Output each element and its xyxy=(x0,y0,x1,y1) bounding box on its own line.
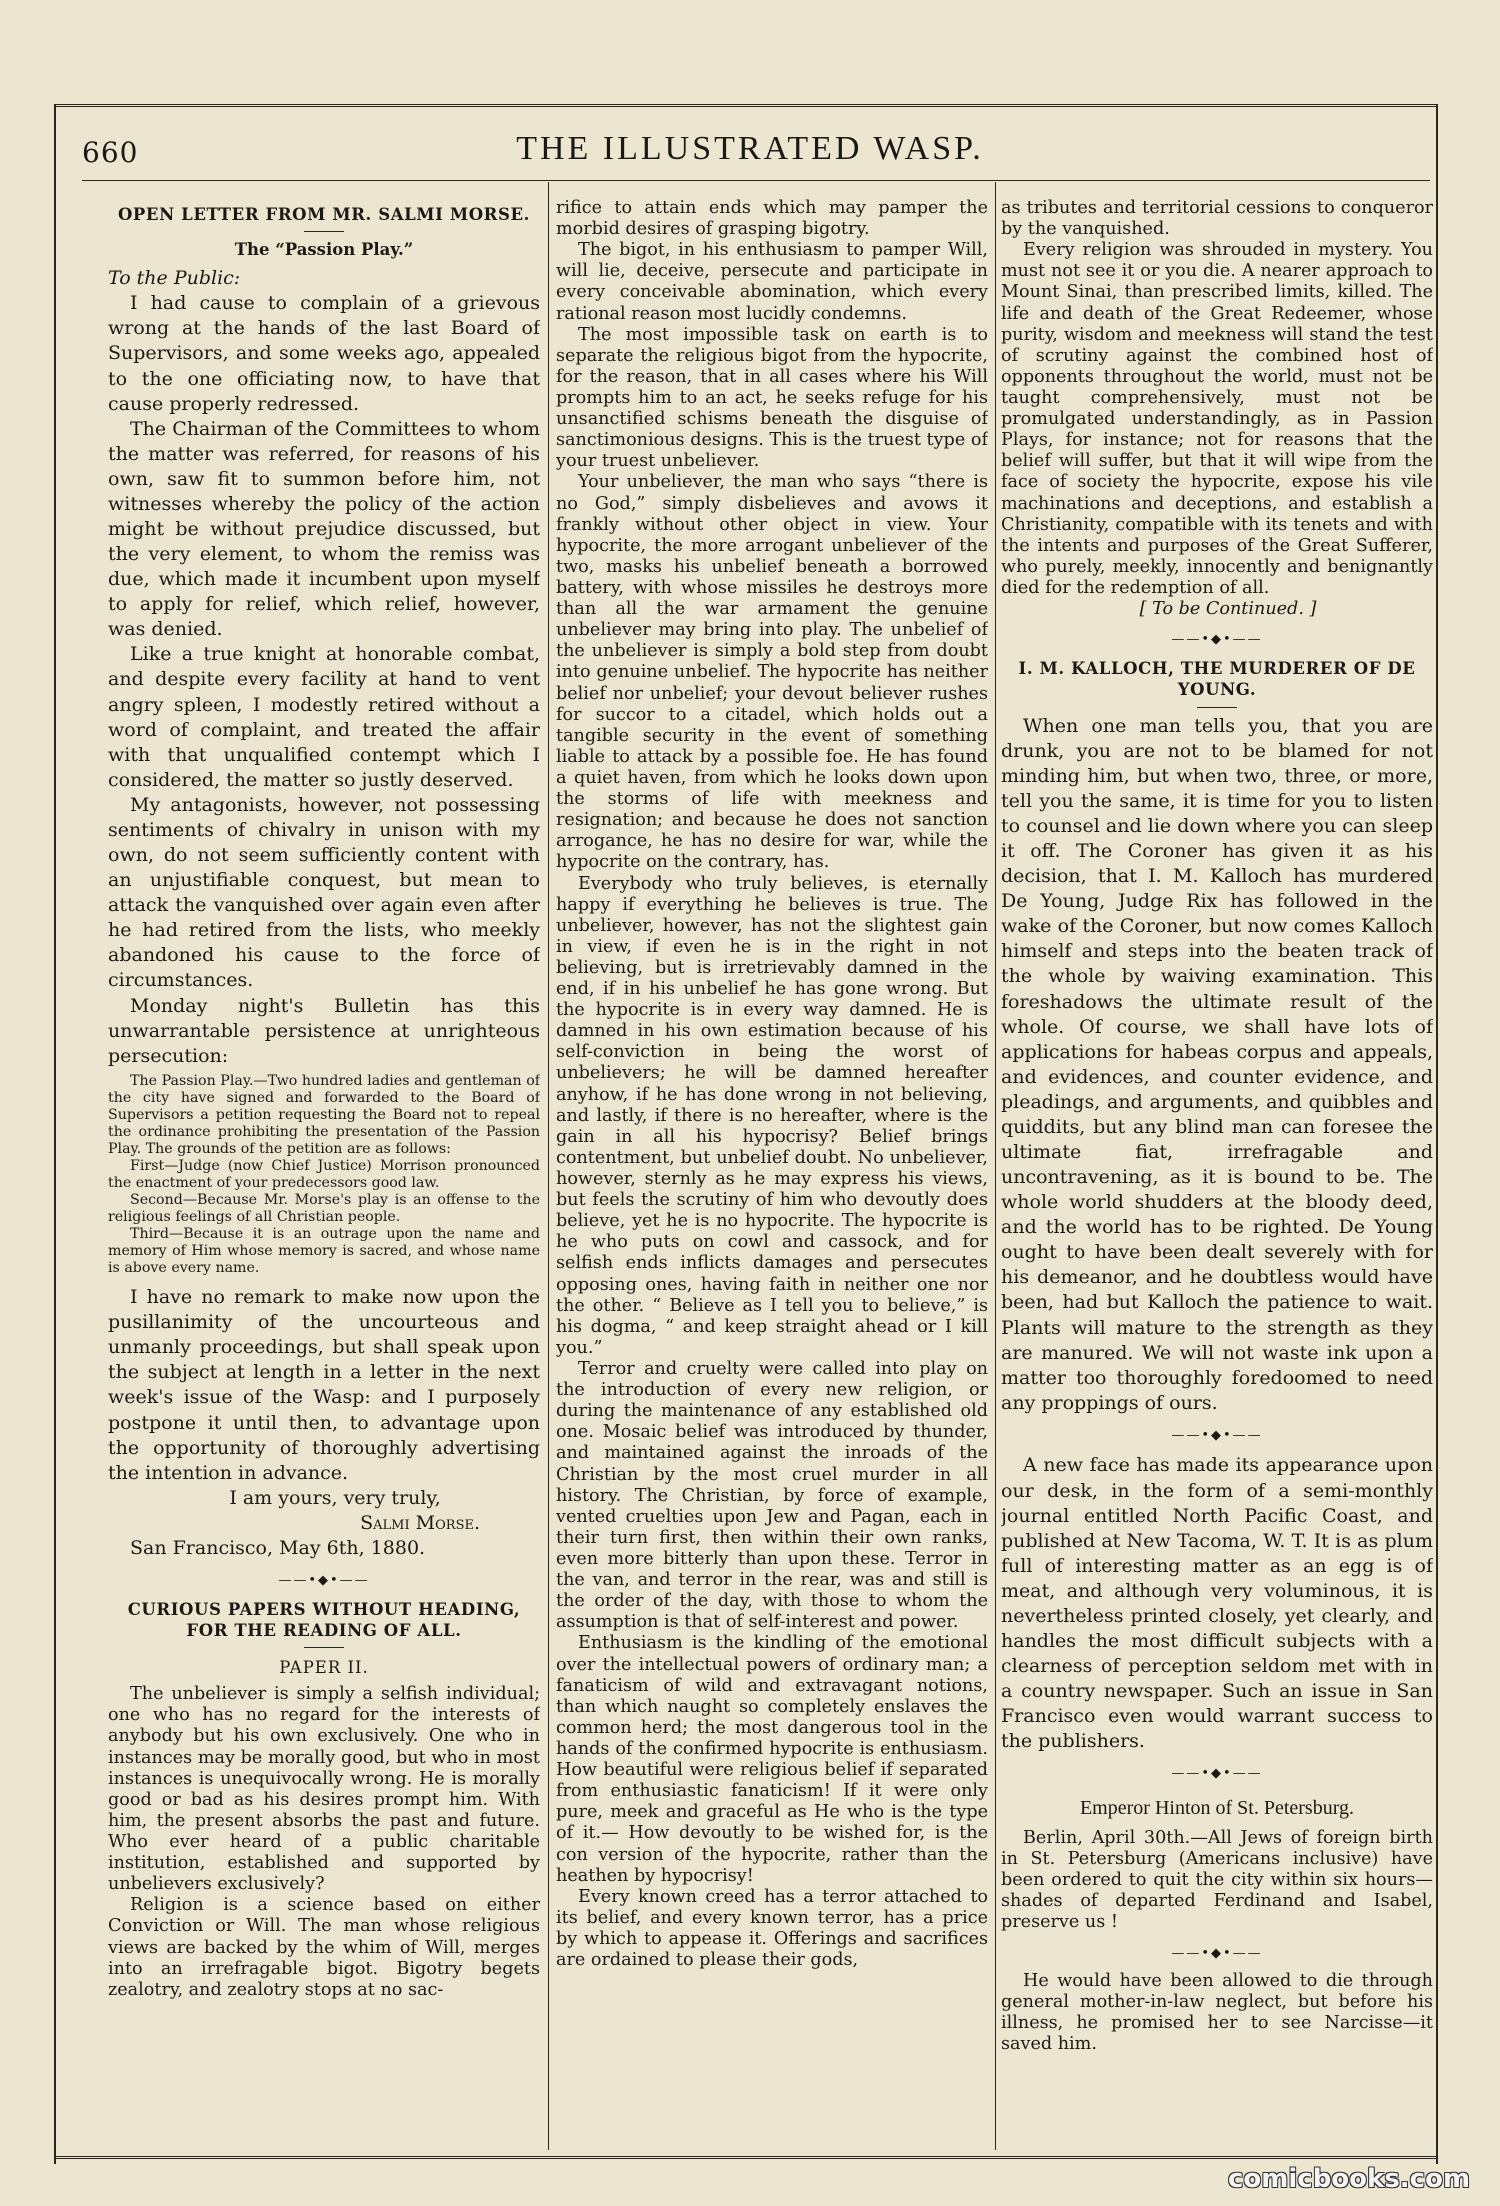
paragraph: When one man tells you, that you are drunk, you are not to be blamed for not minding him, but when two, three, or more, tell you the same, it is time for you to listen to counsel and lie down where you can sleep it off. The Coroner has given it as his decision, that I. M. Kalloch has murdered De Young, Judge Rix has followed in the wake of the Coroner, but now comes Kalloch himself and steps into the beaten track of the whole by waiving examination. This foreshadows the ultimate result of the whole. Of course, we shall have lots of applications for habeas corpus and appeals, and evidences, and counter evidence, and pleadings, and arguments, and quibbles and quiddits, but any blind man can foresee the ultimate fiat, irrefragable and uncontravening, as it is bound to be. The whole world shudders at the bloody deed, and the world has to be righted. De Young ought to have been dealt severely with for his demeanor, and he doubtless would have been, had but Kalloch the patience to wait. Plants will mature to the strength as they are manured. We will not waste ink upon a matter too thoroughly foredoomed to need any proppings of ours. xyxy=(1001,714,1433,1414)
paragraph: A new face has made its appearance upon our desk, in the form of a semi-monthly journal entitled North Pacific Coast, and published at New Tacoma, W. T. It is as plum full of interesting matter as an egg is of meat, and although very voluminous, it is nevertheless printed closely, yet clearly, and handles the most difficult subjects with a clearness of perception seldom met with in a country newspaper. Such an issue in San Francisco even would warrant success to the publishers. xyxy=(1001,1454,1433,1753)
header-rule xyxy=(82,180,1430,181)
paragraph: Everybody who truly believes, is eternally happy if everything he believes is true. The unbeliever, however, has not the slightest gain in view, if even he is in the right in not believing, but is irretrievably damned in the end, if in his unbelief he has gone wrong. But the hypocrite is in every way damned. He is damned in his own estimation because of his self-conviction in being the worst of unbelievers; he will be damned hereafter anyhow, if he has done wrong in not believing, and lastly, if there is no hereafter, where is the gain in all his hypocrisy? Belief brings contentment, but unbelief doubt. No unbeliever, however, sternly as he may express his views, but feels the scrutiny of him who devoutly does believe, yet he is no hypocrite. The hypocrite is he who puts on cowl and cassock, and for selfish ends inflicts damages and persecutes opposing ones, having faith in neither one nor the other. “ Believe as I tell you to believe,” is his dogma, “ and keep straight ahead or I kill you.” xyxy=(556,873,988,1358)
column-1 xyxy=(108,198,540,2148)
section-ornament: ——•◆•—— xyxy=(1171,1427,1263,1443)
paragraph: Every known creed has a terror attached to its belief, and every known terror, has a price by which to appease it. Offerings and sacrifices are ordained to please their gods, xyxy=(556,1886,988,1971)
short-rule xyxy=(1197,707,1237,708)
paragraph: My antagonists, however, not possessing sentiments of chivalry in unison with my own, do not seem sufficiently content with an unjustifiable conquest, but mean to attack the vanquished over again even after he had retired from the lists, who meekly abandoned his cause to the force of circumstances. xyxy=(108,793,540,992)
section-ornament: ——•◆•—— xyxy=(1171,632,1263,648)
paragraph: The bigot, in his enthusiasm to pamper Will, will lie, deceive, persecute and participate in every conceivable abomination, which every rational reason most lucidly condemns. xyxy=(556,240,988,324)
paragraph: Monday night's Bulletin has this unwarrantable persistence at unrighteous persecution: xyxy=(108,994,540,1067)
paragraph: Enthusiasm is the kindling of the emotional over the intellectual powers of ordinary man; a fanaticism of wild and extravagant notions, than which naught so completely enslaves the common herd; the most dangerous tool in the hands of the confirmed hypocrite is enthusiasm. How beautiful were religious belief if separated from enthusiastic fanaticism! If it were only pure, meek and graceful as He who is the type of it.— How devoutly to be wished for, is the con version of the hypocrite, rather than the heathen by hypocrisy! xyxy=(556,1633,988,1886)
article-body xyxy=(1001,714,1433,1416)
paragraph: Religion is a science based on either Conviction or Will. The man whose religious views are backed by the whim of Will, merges into an irrefragable bigot. Bigotry begets zealotry, and zealotry stops at no sac- xyxy=(108,1895,540,2000)
section-ornament: ——•◆•—— xyxy=(278,1572,370,1588)
paragraph: The Chairman of the Committees to whom the matter was referred, for reasons of his own, saw fit to summon before him, not witnesses whereby the policy of the action might be without prejudice discussed, but the very element, to whom the remiss was due, which made it incumbent upon myself to apply for relief, which relief, however, was denied. xyxy=(108,417,540,641)
to-be-continued: [ To be Continued. ] xyxy=(1139,599,1317,620)
column-3 xyxy=(1001,198,1433,2148)
letter-body xyxy=(108,266,540,1069)
paragraph: Every religion was shrouded in mystery. You must not see it or you die. A nearer approach to Mount Sinai, than prescribed limits, killed. The life and death of the Great Redeemer, whose purity, wisdom and meekness will stand the test of scrutiny against the combined host of opponents throughout the world, must not be taught comprehensively, must not be promulgated understandingly, as in Passion Plays, for instance; not for reasons that the belief will suffer, but that it will wipe from the face of society the hypocrite, expose his vile machinations and deceptions, and establish a Christianity, compatible with its tenets and with the intents and purposes of the Great Sufferer, who purely, meekly, innocently and benignantly died for the redemption of all. xyxy=(1001,240,1433,598)
column-2 xyxy=(556,198,988,2148)
paragraph: Like a true knight at honorable combat, and despite every facility at hand to vent angry spleen, I modestly retired without a word of complaint, and treated the affair with that unqualified contempt which I considered, the matter so justly deserved. xyxy=(108,643,540,791)
paragraph: He would have been allowed to die through general mother-in-law neglect, but before his illness, he promised her to see Narcisse—it saved him. xyxy=(1001,1971,1433,2055)
quote-paragraph: The Passion Play.—Two hundred ladies and gentleman of the city have signed and forwarded to the Board of Supervisors a petition requesting the Board not to repeal the ordinance prohibiting the presentation of the Passion Play. The grounds of the petition are as follows: xyxy=(108,1072,540,1157)
article-subheading: PAPER II. xyxy=(279,1658,369,1678)
quote-paragraph: Third—Because it is an outrage upon the name and memory of Him whose memory is sacred, and whose name is above every name. xyxy=(108,1226,540,1277)
short-rule xyxy=(304,1647,344,1648)
article-subheading: The “Passion Play.” xyxy=(234,240,414,260)
column-rule xyxy=(995,182,996,2150)
signoff: I am yours, very truly, xyxy=(229,1486,441,1509)
bottom-border xyxy=(54,2156,1438,2159)
letter-closing xyxy=(108,1285,540,1561)
column-rule xyxy=(548,182,549,2150)
paragraph: The most impossible task on earth is to separate the religious bigot from the hypocrite, for the reason, that in all cases where his Will prompts him to an act, he seeks refuge for his unsanctified schisms beneath the disguise of sanctimonious designs. This is the truest type of your truest unbeliever. xyxy=(556,324,988,472)
article-headline: CURIOUS PAPERS WITHOUT HEADING, FOR THE READING OF ALL. xyxy=(127,1599,521,1640)
section-ornament: ——•◆•—— xyxy=(1171,1945,1263,1961)
paragraph: rifice to attain ends which may pamper the morbid desires of grasping bigotry. xyxy=(556,198,988,240)
article-headline: Emperor Hinton of St. Petersburg. xyxy=(1079,1796,1355,1819)
dateline: San Francisco, May 6th, 1880. xyxy=(130,1536,426,1559)
quoted-excerpt xyxy=(108,1073,540,1277)
paragraph: Your unbeliever, the man who says “there is no God,” simply disbelieves and avows it frankly without other object in view. Your hypocrite, the more arrogant unbeliever of the two, masks his unbelief beneath a borrowed battery, with whose missiles he destroys more than all the war armament the genuine unbeliever may bring into play. The unbelief of the unbeliever is simply a bold step from doubt into genuine unbelief. The hypocrite has neither belief nor unbelief; your devout believer rushes for succor to a citadel, which holds out a tangible security in the event of something liable to attack by a possible foe. He has found a quiet haven, from which he looks down upon the storms of life with meekness and resignation; and because he does not sanction arrogance, he has no desire for war, while the hypocrite on the contrary, has. xyxy=(556,472,988,873)
signature: Salmi Morse. xyxy=(360,1511,480,1534)
paragraph: I have no remark to make now upon the pusillanimity of the uncourteous and unmanly proceedings, but shall speak upon the subject at length in a letter in the next week's issue of the Wasp: and I purposely postpone it until then, to advantage upon the opportunity of thoroughly advertising the intention in advance. xyxy=(108,1286,540,1484)
quote-paragraph: First—Judge (now Chief Justice) Morrison pronounced the enactment of your predecessors good law. xyxy=(108,1157,540,1191)
paragraph: as tributes and territorial cessions to conqueror by the vanquished. xyxy=(1001,198,1433,240)
article-headline: I. M. KALLOCH, THE MURDERER OF DE YOUNG. xyxy=(1018,658,1416,700)
article-body xyxy=(1001,1453,1433,1754)
section-ornament: ——•◆•—— xyxy=(1171,1766,1263,1782)
short-rule xyxy=(304,231,344,232)
site-watermark: comicbooks.com xyxy=(1228,2164,1471,2194)
top-border xyxy=(54,104,1438,107)
paragraph: Terror and cruelty were called into play on the introduction of every new religion, or during the maintenance of any established old one. Mosaic belief was introduced by thunder, and maintained against the inroads of the Christian by the most cruel murder in all history. The Christian, by force of example, vented cruelties upon Jew and Pagan, each in their turn first, then within their own ranks, even more bitterly than upon these. Terror in the van, and terror in the rear, was and still is the order of the day, with those to whom the assumption is that of self-interest and power. xyxy=(556,1359,988,1633)
paragraph: Berlin, April 30th.—All Jews of foreign birth in St. Petersburg (Americans inclusive) have been ordered to quit the city within six hours—shades of departed Ferdinand and Isabel, preserve us ! xyxy=(1001,1827,1433,1933)
quote-paragraph: Second—Because Mr. Morse's play is an offense to the religious feelings of all Christian people. xyxy=(108,1191,540,1225)
masthead: THE ILLUSTRATED WASP. xyxy=(516,130,984,167)
salutation: To the Public: xyxy=(108,267,241,290)
page-number: 660 xyxy=(82,136,139,169)
article-headline: OPEN LETTER FROM MR. SALMI MORSE. xyxy=(117,205,531,224)
paragraph: I had cause to complain of a grievous wrong at the hands of the last Board of Supervisors, and some weeks ago, appealed to the one officiating now, to have that cause properly redressed. xyxy=(108,292,540,415)
paragraph: The unbeliever is simply a selfish individual; one who has no regard for the interests of anybody but his own exclusively. One who in instances may be morally good, but who in most instances is unequivocally wrong. He is morally good or bad as his desires prompt him. With him, the present absorbs the past and future. Who ever heard of a public charitable institution, established and supported by unbelievers exclusively? xyxy=(108,1684,540,1895)
